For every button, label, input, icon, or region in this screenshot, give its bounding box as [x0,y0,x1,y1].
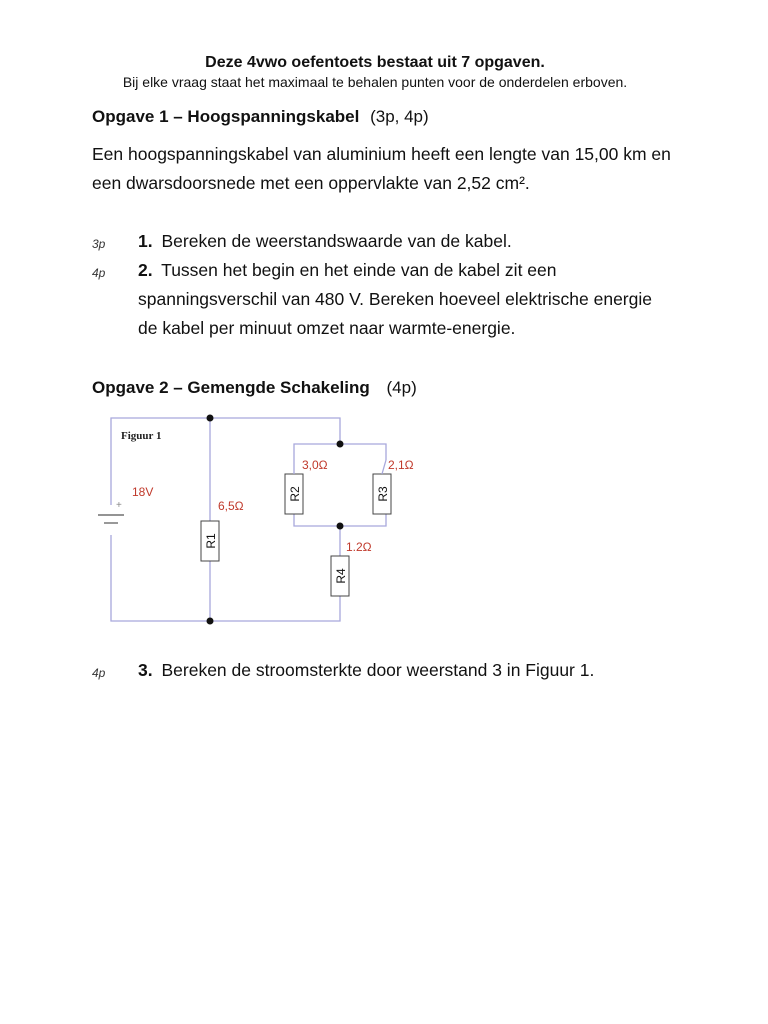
opgave2-points: (4p) [386,378,417,397]
circuit-diagram [94,408,434,644]
opgave2-heading [92,378,417,398]
resistor-r2-label: R2 [288,486,302,502]
question2-text-line3: de kabel per minuut omzet naar warmte-energie. [138,318,516,338]
question3-points: 4p [92,666,106,680]
question1 [138,227,512,256]
resistor-r1-label: R1 [204,533,218,549]
question3-text: Bereken de stroomsterkte door weerstand 3 in Figuur 1. [161,660,595,680]
figure-caption: Figuur 1 [121,430,162,442]
question3-number: 3. [138,660,153,680]
page-title: Deze 4vwo oefentoets bestaat uit 7 opgaven. [205,54,545,71]
question1-number: 1. [138,231,153,251]
opgave1-title: Opgave 1 – Hoogspanningskabel [92,107,360,126]
question2-text-line1: Tussen het begin en het einde van de kabel zit een [161,260,557,280]
resistor-r1-value: 6,5Ω [218,499,244,513]
opgave1-intro-line2: een dwarsdoorsnede met een oppervlakte van 2,52 cm². [92,173,530,193]
question3 [138,656,594,685]
question1-text: Bereken de weerstandswaarde van de kabel. [161,231,512,251]
question2 [138,256,557,285]
page-subtitle: Bij elke vraag staat het maximaal te behalen punten voor de onderdelen erboven. [122,74,628,90]
resistor-r4-label: R4 [334,568,348,584]
question2-points: 4p [92,266,106,280]
source-voltage-label: 18V [132,485,154,499]
question2-number: 2. [138,260,153,280]
resistor-r2-value: 3,0Ω [302,458,328,472]
opgave1-heading [92,107,429,127]
resistor-r3-value: 2,1Ω [388,458,414,472]
opgave2-title: Opgave 2 – Gemengde Schakeling [92,378,370,397]
opgave1-points: (3p, 4p) [370,107,429,126]
question2-text-line2: spanningsverschil van 480 V. Bereken hoeveel elektrische energie [138,289,652,309]
opgave1-intro-line1: Een hoogspanningskabel van aluminium heeft een lengte van 15,00 km en [92,144,671,164]
battery-plus: + [116,500,122,511]
resistor-r4-value: 1.2Ω [346,540,372,554]
resistor-r3-label: R3 [376,486,390,502]
question1-points: 3p [92,237,106,251]
